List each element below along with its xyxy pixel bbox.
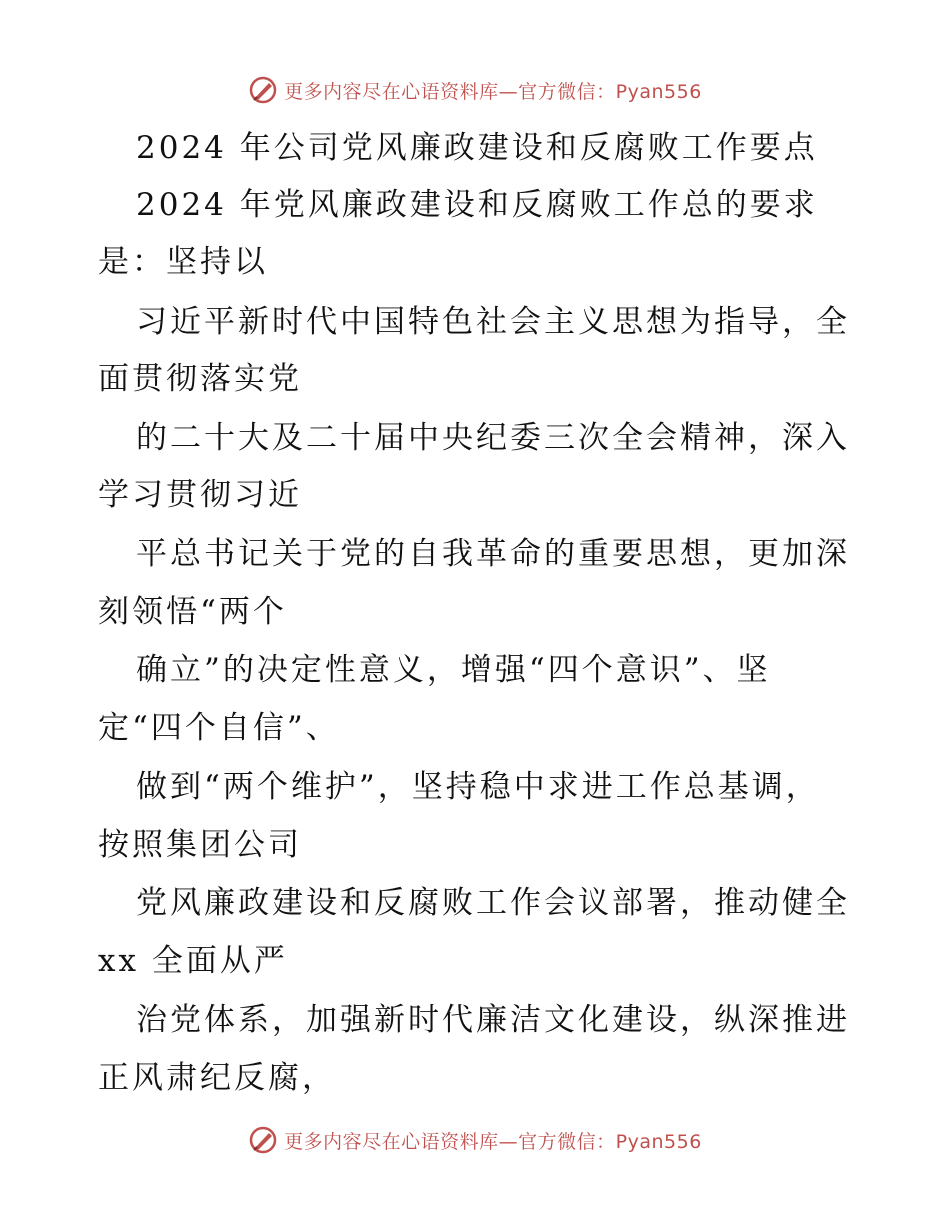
paragraph-line: 正风肃纪反腐，	[98, 1060, 336, 1096]
watermark-text: 更多内容尽在心语资料库—官方微信：Pyan556	[284, 80, 702, 103]
paragraph-line: 习近平新时代中国特色社会主义思想为指导，全	[136, 304, 850, 340]
paragraph-line: 学习贯彻习近	[98, 477, 302, 513]
paragraph-line: 的二十大及二十届中央纪委三次全会精神，深入	[136, 420, 850, 456]
paragraph-line: 刻领悟“两个	[98, 594, 287, 630]
paragraph-line: 平总书记关于党的自我革命的重要思想，更加深	[136, 536, 850, 572]
footer-watermark	[0, 1120, 950, 1160]
paragraph-line: 按照集团公司	[98, 827, 302, 863]
paragraph-line: xx 全面从严	[98, 943, 288, 979]
paragraph-line: 做到“两个维护”，坚持稳中求进工作总基调，	[136, 769, 820, 805]
paragraph-line: 治党体系，加强新时代廉洁文化建设，纵深推进	[136, 1002, 850, 1038]
quill-pen-logo-icon	[248, 1125, 278, 1155]
document-title: 2024 年公司党风廉政建设和反腐败工作要点	[136, 130, 818, 166]
paragraph-line: 确立”的决定性意义，增强“四个意识”、坚	[136, 652, 771, 688]
paragraph-line: 党风廉政建设和反腐败工作会议部署，推动健全	[136, 885, 850, 921]
paragraph-line: 是：坚持以	[98, 244, 268, 280]
paragraph-line: 定“四个自信”、	[98, 710, 340, 746]
paragraph-line: 面贯彻落实党	[98, 361, 302, 397]
watermark-text: 更多内容尽在心语资料库—官方微信：Pyan556	[284, 1130, 702, 1153]
paragraph-line: 2024 年党风廉政建设和反腐败工作总的要求	[136, 187, 818, 223]
